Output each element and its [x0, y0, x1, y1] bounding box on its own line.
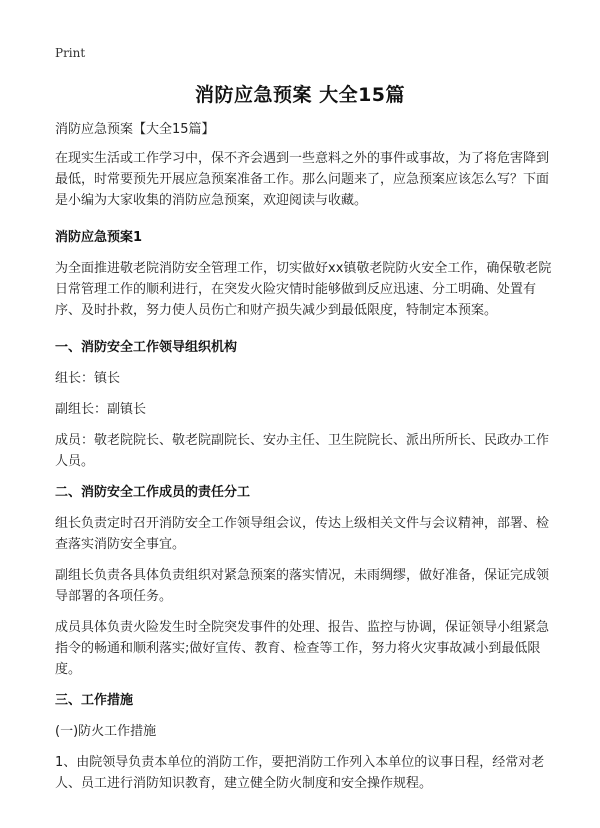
print-label: Print	[55, 46, 86, 60]
part1-deputy: 副组长：副镇长	[55, 402, 147, 417]
section-paragraph: 为全面推进敬老院消防安全管理工作，切实做好xx镇敬老院防火安全工作，确保敬老院日常管理工作的顺利进行，在突发火险灾情时能够做到反应迅速、分工明确、处置有序、及时扑救，努力使人员伤亡和财产损失减少到最低限度，特制定本预案。	[55, 261, 552, 318]
document-title: 消防应急预案 大全15篇	[194, 84, 406, 106]
part1-leader: 组长：镇长	[55, 371, 121, 386]
part2-paragraph-3: 成员具体负责火险发生时全院突发事件的处理、报告、监控与协调，保证领导小组紧急指令的畅通和顺利落实;做好宣传、教育、检查等工作，努力将火灾事故减小到最低限度。	[55, 620, 550, 677]
part3-heading: 三、工作措施	[55, 693, 134, 708]
part1-heading: 一、消防安全工作领导组织机构	[55, 340, 238, 355]
part1-members: 成员：敬老院院长、敬老院副院长、安办主任、卫生院院长、派出所所长、民政办工作人员。	[55, 433, 550, 469]
part3-item-1: 1、由院领导负责本单位的消防工作，要把消防工作列入本单位的议事日程，经常对老人、员工进行消防知识教育，建立健全防火制度和安全操作规程。	[55, 755, 545, 791]
part2-paragraph-2: 副组长负责各具体负责组织对紧急预案的落实情况，未雨绸缪，做好准备，保证完成领导部署的各项任务。	[55, 568, 550, 604]
section-heading: 消防应急预案1	[55, 230, 143, 245]
part3-subheading: (一)防火工作措施	[55, 724, 157, 739]
part2-heading: 二、消防安全工作成员的责任分工	[55, 485, 251, 500]
document-subtitle: 消防应急预案【大全15篇】	[55, 122, 215, 137]
part2-paragraph-1: 组长负责定时召开消防安全工作领导组会议，传达上级相关文件与会议精神，部署、检查落实消防安全事宜。	[55, 516, 550, 552]
intro-paragraph: 在现实生活或工作学习中，保不齐会遇到一些意料之外的事件或事故，为了将危害降到最低，时常要预先开展应急预案准备工作。那么问题来了，应急预案应该怎么写？下面是小编为大家收集的消防应急预案，欢迎阅读与收藏。	[55, 151, 550, 208]
document-body	[55, 119, 556, 804]
